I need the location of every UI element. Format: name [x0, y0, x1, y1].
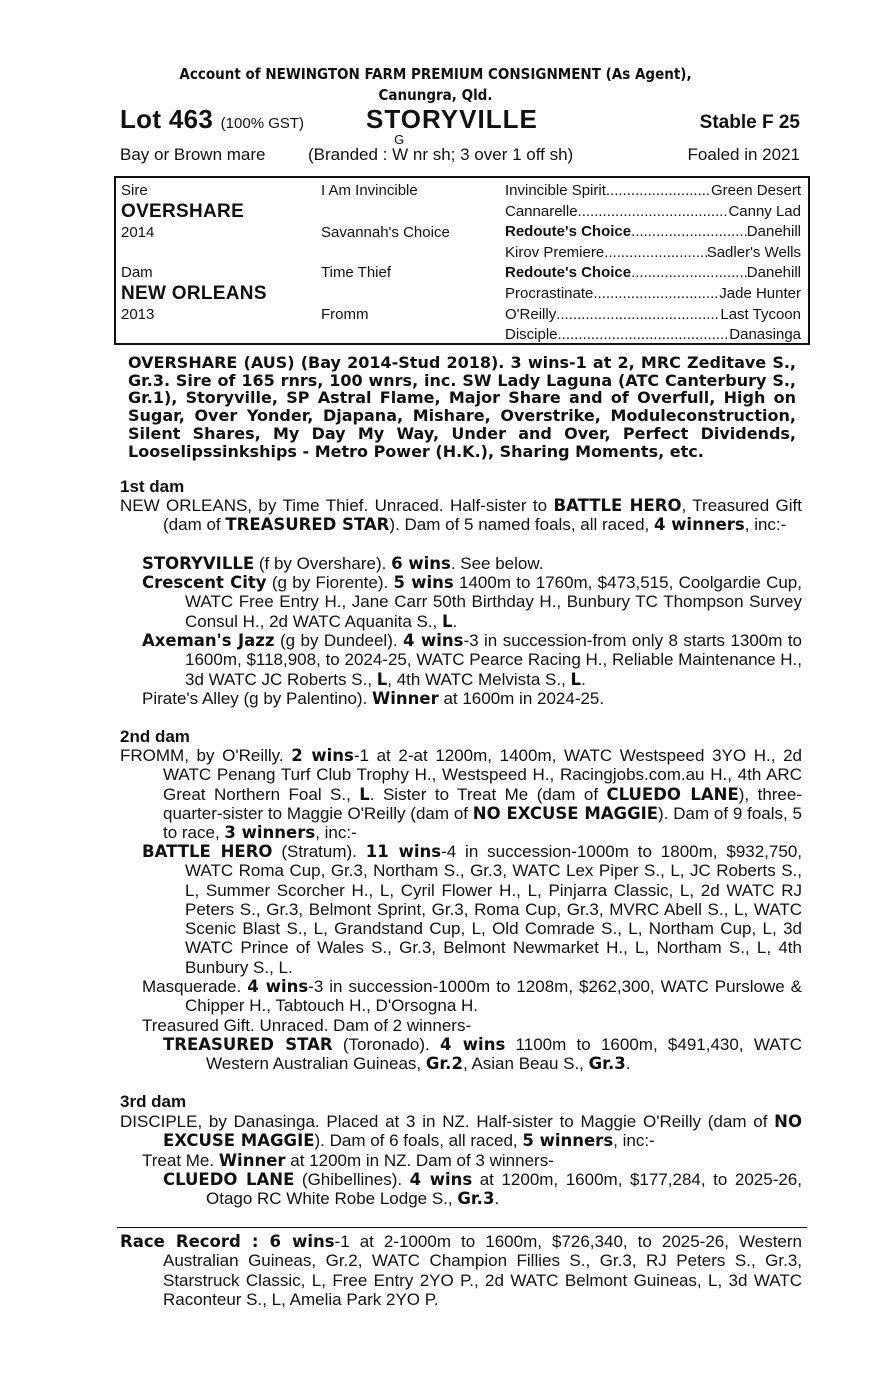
progeny-cluedo-lane: CLUEDO LANE (Ghibellines). 4 wins at 1200m, 1600m, $177,284, to 2025-26, Otago RC White Robe Lodge S., Gr.3. — [163, 1170, 802, 1209]
dam-name: NEW ORLEANS — [121, 283, 267, 304]
foal-storyville: STORYVILLE (f by Overshare). 6 wins. See below. — [142, 554, 544, 573]
dam-label: Dam — [121, 264, 153, 281]
sire-summary: OVERSHARE (AUS) (Bay 2014-Stud 2018). 3 wins-1 at 2, MRC Zeditave S., Gr.3. Sire of 165 rnrs, 100 wnrs, inc. SW Lady Laguna (ATC Canterbury S., Gr.1), Storyville, SP Astral Flame, Major Share and of Overfull, High on Sugar, Over Yonder, Djapana, Mishare, Overstrike, Moduleconstruction, Silent Shares, My Day My Way, Under and Over, Perfect Dividends, Looselipssinkships - Metro Power (H.K.), Sharing Moments, etc. — [128, 353, 796, 461]
foaled-year: Foaled in 2021 — [687, 145, 800, 164]
pedigree-gen3-row: O'Reilly ..... Last Tycoon — [505, 306, 801, 323]
pedigree-gen3-row: Kirov Premiere ..... Sadler's Wells — [505, 244, 801, 261]
progeny-battle-hero: BATTLE HERO (Stratum). 11 wins-4 in succession-1000m to 1800m, $932,750, WATC Roma Cup, Gr.3, Northam S., Gr.3, WATC Lex Piper S., L, JC Roberts S., L, Summer Scorcher H., L, Cyril Flower H., L, Pinjarra Classic, L, 2d WATC RJ Peters S., Gr.3, Belmont Sprint, Gr.3, Roma Cup, Gr.3, MVRC Abell S., L, WATC Scenic Blast S., L, Grandstand Cup, L, Old Comrade S., L, Northam Cup, L, 3d WATC Prince of Wales S., Gr.3, Belmont Newmarket H., L, Northam S., L, 4th Bunbury S., L. — [142, 842, 802, 977]
race-record-label: Race Record : 6 wins — [120, 1232, 335, 1251]
progeny-treat-me: Treat Me. Winner at 1200m in NZ. Dam of 3 winners- — [142, 1151, 554, 1170]
progeny-treasured-gift: Treasured Gift. Unraced. Dam of 2 winners- — [142, 1016, 472, 1035]
pedigree-gen3-row: Cannarelle ..... Canny Lad — [505, 203, 801, 220]
foal-crescent-city: Crescent City (g by Fiorente). 5 wins 1400m to 1760m, $473,515, Coolgardie Cup, WATC Free Entry H., Jane Carr 50th Birthday H., Bunbury TC Thompson Survey Consul H., 2d WATC Aquanita S., L. — [142, 573, 802, 631]
sire-label: Sire — [121, 182, 148, 199]
brand-description: (Branded : G W nr sh; 3 over 1 off sh) — [308, 132, 574, 164]
sire-year: 2014 — [121, 224, 155, 241]
third-dam-paragraph: DISCIPLE, by Danasinga. Placed at 3 in NZ. Half-sister to Maggie O'Reilly (dam of NO EXCUSE MAGGIE). Dam of 6 foals, all raced, 5 winners, inc:- — [120, 1112, 802, 1151]
dam-year: 2013 — [121, 306, 155, 323]
pedigree-gen3-row: Redoute's Choice ..... Danehill — [505, 223, 801, 240]
colour-sex: Bay or Brown mare — [120, 145, 266, 164]
pedigree-gen3-row: Procrastinate ..... Jade Hunter — [505, 285, 801, 302]
pedigree-gen3-row: Invincible Spirit ..... Green Desert — [505, 182, 801, 199]
dam-sire: Time Thief — [321, 264, 392, 281]
divider-rule — [117, 1227, 807, 1228]
stable-number: Stable F 25 — [699, 112, 800, 133]
progeny-masquerade: Masquerade. 4 wins-3 in succession-1000m to 1208m, $262,300, WATC Purslowe & Chipper H., Tabtouch H., D'Orsogna H. — [142, 977, 802, 1016]
second-dam-paragraph: FROMM, by O'Reilly. 2 wins-1 at 2-at 1200m, 1400m, WATC Westspeed 3YO H., 2d WATC Penang Turf Club Trophy H., Westspeed H., Racingjobs.com.au H., 4th ARC Great Northern Foal S., L. Sister to Treat Me (dam of CLUEDO LANE), three-quarter-sister to Maggie O'Reilly (dam of NO EXCUSE MAGGIE). Dam of 9 foals, 5 to race, 3 winners, inc:- — [120, 746, 803, 843]
second-dam-heading: 2nd dam — [120, 727, 190, 746]
pedigree-table — [114, 176, 810, 345]
pedigree-gen3-row: Disciple ..... Danasinga — [505, 326, 801, 343]
sire-dam: Savannah's Choice — [321, 224, 450, 241]
gst-note: (100% GST) — [220, 115, 305, 132]
vendor-location: Canungra, Qld. — [378, 86, 493, 104]
vendor-line: Account of NEWINGTON FARM PREMIUM CONSIGNMENT (As Agent), — [179, 65, 692, 83]
third-dam-heading: 3rd dam — [120, 1092, 187, 1111]
lot-number: Lot 463 (100% GST) — [120, 104, 305, 134]
first-dam-paragraph: NEW ORLEANS, by Time Thief. Unraced. Half-sister to BATTLE HERO, Treasured Gift (dam of TREASURED STAR). Dam of 5 named foals, all raced, 4 winners, inc:- — [120, 496, 802, 535]
foal-pirates-alley: Pirate's Alley (g by Palentino). Winner at 1600m in 2024-25. — [142, 689, 605, 708]
pedigree-gen3-row: Redoute's Choice ..... Danehill — [505, 264, 801, 281]
first-dam-heading: 1st dam — [120, 477, 185, 496]
brand-mark: G W — [392, 132, 409, 164]
sire-name: OVERSHARE — [121, 201, 245, 222]
horse-name: STORYVILLE — [366, 104, 538, 134]
foal-axemans-jazz: Axeman's Jazz (g by Dundeel). 4 wins-3 in succession-from only 8 starts 1300m to 1600m, $118,908, to 2024-25, WATC Pearce Racing H., Reliable Maintenance H., 3d WATC JC Roberts S., L, 4th WATC Melvista S., L. — [142, 631, 803, 689]
progeny-treasured-star: TREASURED STAR (Toronado). 4 wins 1100m to 1600m, $491,430, WATC Western Australian Guineas, Gr.2, Asian Beau S., Gr.3. — [163, 1035, 802, 1074]
sire-sire: I Am Invincible — [321, 182, 418, 199]
race-record: Race Record : 6 wins-1 at 2-1000m to 1600m, $726,340, to 2025-26, Western Australian Guineas, Gr.2, WATC Champion Fillies S., Gr.3, RJ Peters S., Gr.3, Starstruck Classic, L, Free Entry 2YO P., 2d WATC Belmont Guineas, L, 3d WATC Raconteur S., L, Amelia Park 2YO P. — [120, 1232, 802, 1309]
dam-dam: Fromm — [321, 306, 369, 323]
